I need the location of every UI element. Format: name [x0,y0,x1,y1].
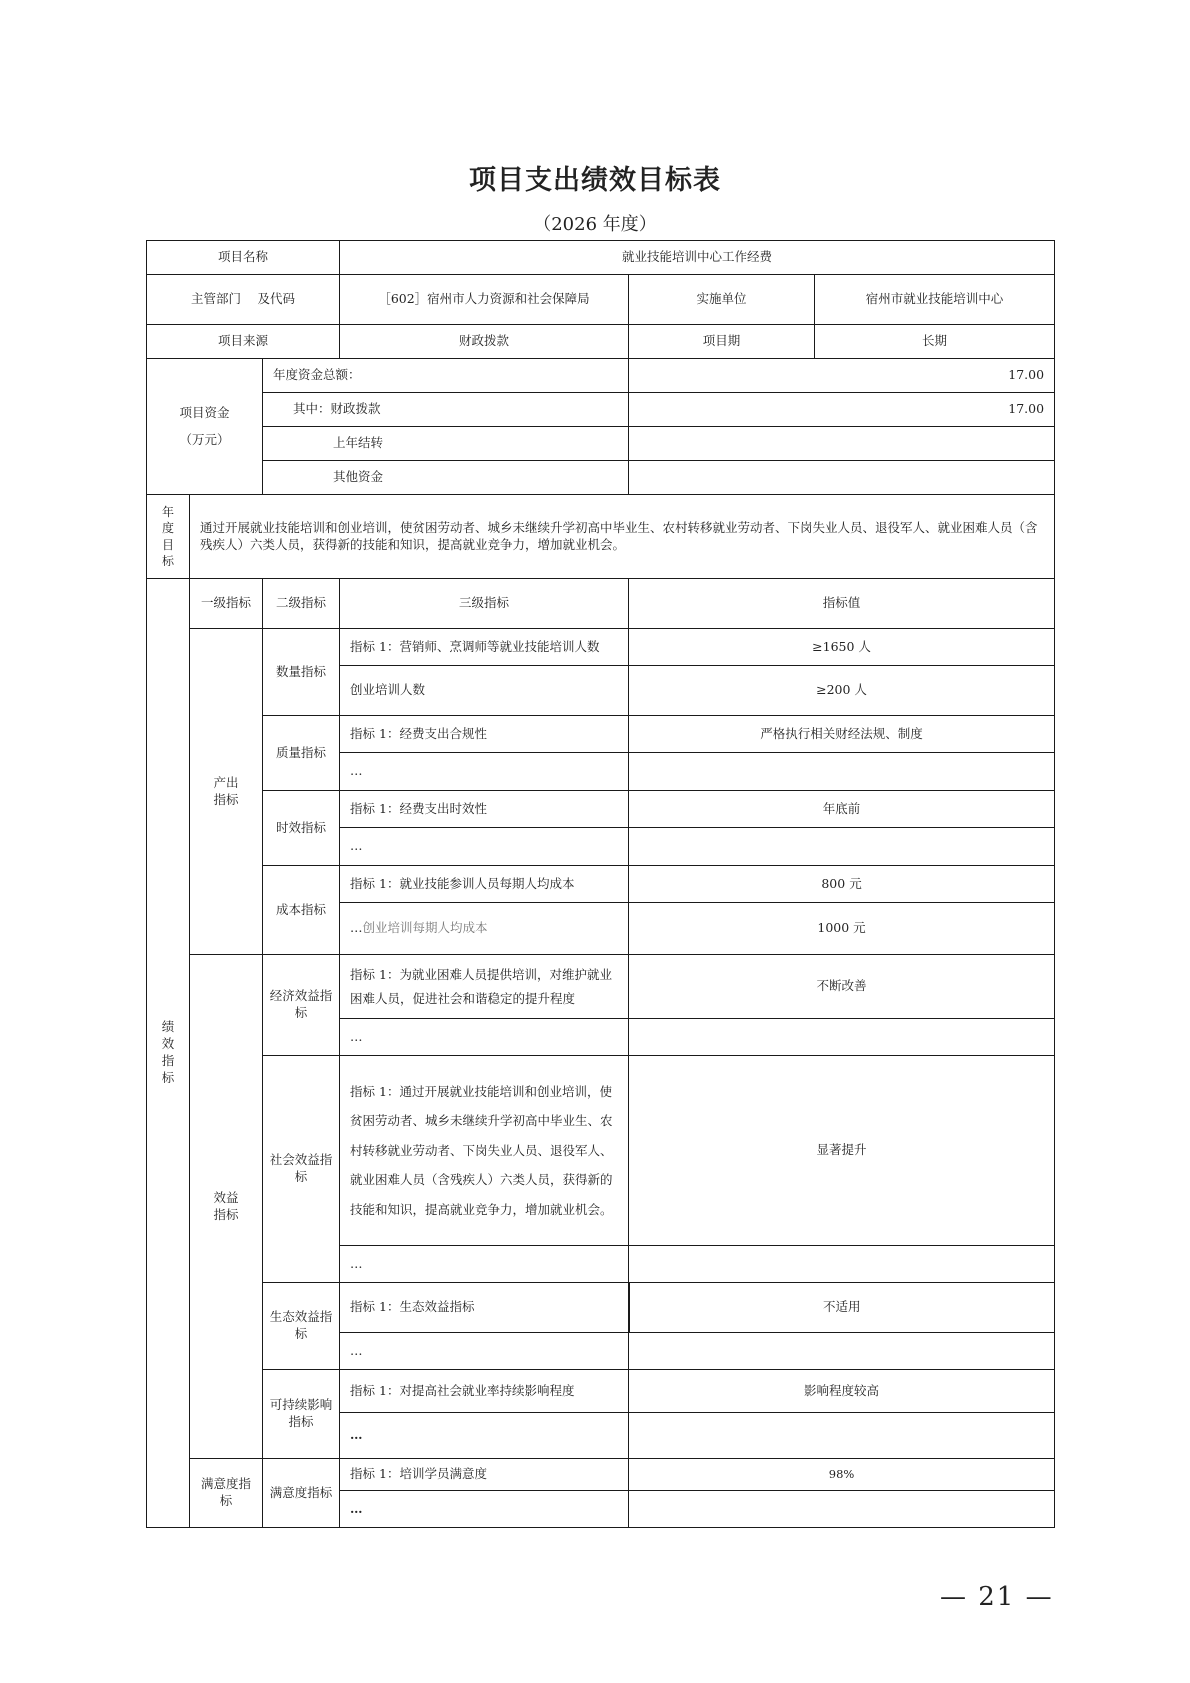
satisfaction-v2 [629,1491,1055,1528]
cost-i2: 创业培训每期人均成本 [362,920,488,936]
perf-label-text: 绩效指标 [161,1019,175,1085]
output-label-text: 产出指标 [213,774,239,807]
funds-fiscal-label: 其中：财政拨款 [263,393,629,427]
cost-label: 成本指标 [263,866,340,955]
economic-v1: 不断改善 [629,955,1055,1019]
source-value: 财政拨款 [340,325,629,359]
quantity-label: 数量指标 [263,629,340,716]
goal-label [147,495,190,579]
timeliness-v1: 年底前 [629,791,1055,828]
quality-i1: 指标 1：经费支出合规性 [340,716,629,753]
cost-v1: 800 元 [629,866,1055,903]
goal-text: 通过开展就业技能培训和创业培训，使贫困劳动者、城乡未继续升学初高中毕业生、农村转移就业劳动者、下岗失业人员、退役军人、就业困难人员（含残疾人）六类人员，获得新的技能和知识，提高就业竞争力，增加就业机会。 [190,495,1055,579]
perf-label [147,579,190,1528]
quantity-v2: ≥200 人 [629,666,1055,716]
economic-i1: 指标 1：为就业困难人员提供培训，对维护就业困难人员，促进社会和谐稳定的提升程度 [340,955,629,1019]
col-level2: 二级指标 [263,579,340,629]
funds-total-label: 年度资金总额： [263,359,629,393]
col-level1: 一级指标 [190,579,263,629]
project-name-value: 就业技能培训中心工作经费 [340,241,1055,275]
social-i1: 指标 1：通过开展就业技能培训和创业培训，使贫困劳动者、城乡未继续升学初高中毕业生、农村转移就业劳动者、下岗失业人员、退役军人、就业困难人员（含残疾人）六类人员，获得新的技能和知识，提高就业竞争力，增加就业机会。 [340,1056,629,1246]
social-v1: 显著提升 [629,1056,1055,1246]
ecological-i1: 指标 1：生态效益指标 [340,1283,629,1333]
page-title: 项目支出绩效目标表 [469,165,721,196]
page-subtitle: （2026 年度） [533,214,657,235]
page-number: — 21 — [940,1582,1054,1612]
quality-v2 [629,753,1055,791]
quality-i2: … [340,753,629,791]
social-i2: … [340,1246,629,1283]
sustain-label: 可持续影响指标 [263,1370,340,1459]
benefit-label [190,955,263,1459]
timeliness-i2: … [340,828,629,866]
output-label [190,629,263,955]
project-name-label: 项目名称 [147,241,340,275]
funds-other-label: 其他资金 [263,461,629,495]
ecological-label: 生态效益指标 [263,1283,340,1370]
funds-carryover-value [629,427,1055,461]
dept-label: 主管部门 及代码 [147,275,340,325]
quantity-i1: 指标 1：营销师、烹调师等就业技能培训人数 [340,629,629,666]
timeliness-i1: 指标 1：经费支出时效性 [340,791,629,828]
funds-label-cell [147,359,263,495]
source-label: 项目来源 [147,325,340,359]
performance-table [146,240,1055,1528]
funds-label: 项目资金 [179,404,230,420]
satisfaction-i1: 指标 1：培训学员满意度 [340,1459,629,1491]
impl-value: 宿州市就业技能培训中心 [815,275,1055,325]
col-value: 指标值 [629,579,1055,629]
quality-label: 质量指标 [263,716,340,791]
economic-v2 [629,1019,1055,1056]
quantity-i2: 创业培训人数 [340,666,629,716]
ecological-v2 [629,1333,1055,1370]
social-v2 [629,1246,1055,1283]
economic-i2: … [340,1019,629,1056]
sustain-v2 [629,1413,1055,1459]
funds-unit: （万元） [179,431,230,447]
cost-i2-prefix: … [350,920,363,936]
cost-v2: 1000 元 [629,903,1055,955]
timeliness-label: 时效指标 [263,791,340,866]
ecological-i2: … [340,1333,629,1370]
period-label: 项目期 [629,325,815,359]
sustain-i1: 指标 1：对提高社会就业率持续影响程度 [340,1370,629,1413]
satisfaction-i2: … [340,1491,629,1528]
col-level3: 三级指标 [340,579,629,629]
cost-i2-cell [340,903,629,955]
ecological-v1: 不适用 [629,1283,1055,1333]
funds-fiscal-value: 17.00 [629,393,1055,427]
timeliness-v2 [629,828,1055,866]
satisfaction-sub-label: 满意度指标 [263,1459,340,1528]
sustain-v1: 影响程度较高 [629,1370,1055,1413]
economic-label: 经济效益指标 [263,955,340,1056]
impl-label: 实施单位 [629,275,815,325]
funds-total-value: 17.00 [629,359,1055,393]
sustain-i2: … [340,1413,629,1459]
goal-label-text: 年度目标 [162,505,175,568]
satisfaction-v1: 98% [629,1459,1055,1491]
funds-other-value [629,461,1055,495]
dept-value: ［602］宿州市人力资源和社会保障局 [340,275,629,325]
quantity-v1: ≥1650 人 [629,629,1055,666]
benefit-label-text: 效益指标 [213,1189,239,1222]
social-label: 社会效益指标 [263,1056,340,1283]
period-value: 长期 [815,325,1055,359]
cost-i1: 指标 1：就业技能参训人员每期人均成本 [340,866,629,903]
satisfaction-label: 满意度指标 [190,1459,263,1528]
funds-carryover-label: 上年结转 [263,427,629,461]
quality-v1: 严格执行相关财经法规、制度 [629,716,1055,753]
